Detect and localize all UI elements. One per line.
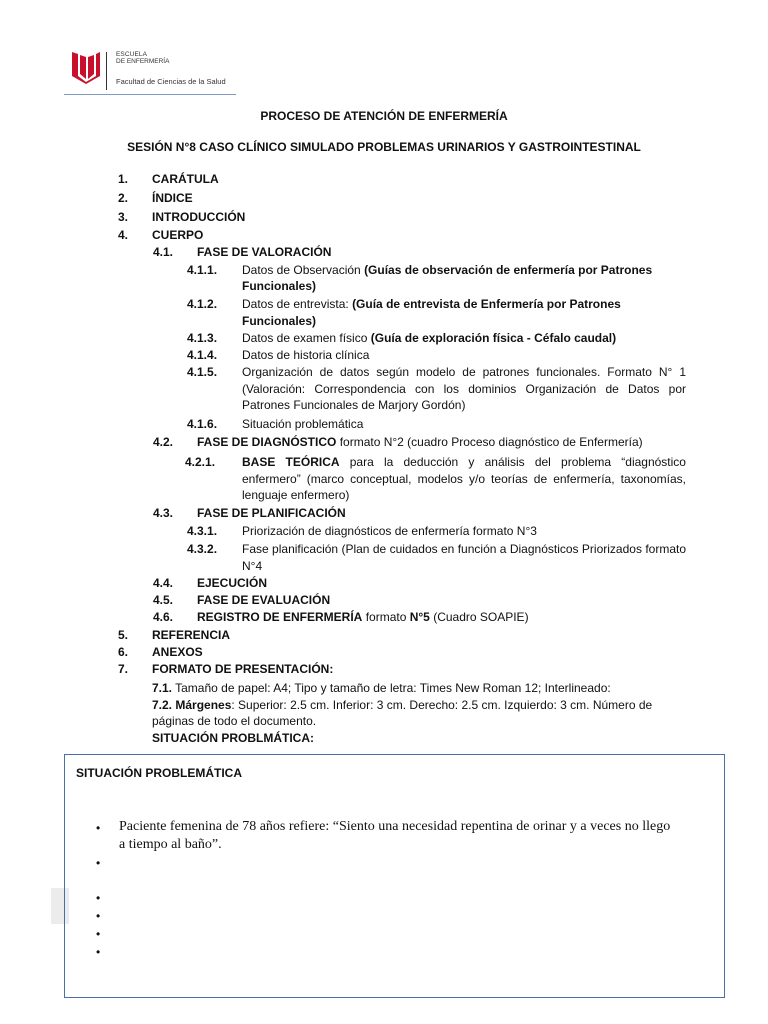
subsection-number: 4.1.2. [187, 297, 218, 311]
document-subtitle: SESIÓN N°8 CASO CLÍNICO SIMULADO PROBLEMAS URINARIOS Y GASTROINTESTINAL [127, 140, 641, 154]
item-referencia: REFERENCIA [152, 628, 231, 642]
bullet-marker: • [96, 927, 101, 941]
subsection-historia: Datos de historia clínica [242, 348, 370, 362]
bullet-marker: • [96, 856, 101, 870]
format-paper-size [152, 680, 611, 696]
section-valoracion: FASE DE VALORACIÓN [197, 245, 332, 259]
item-number: 3. [118, 210, 129, 224]
situation-box [64, 754, 725, 998]
bullet-text-line1: Paciente femenina de 78 años refiere: “Siento una necesidad repentina de orinar y a veces no llego [119, 819, 671, 834]
section-desc: formato [362, 610, 410, 624]
subsection-guide: (Guías de observación de enfermería por Patrones [364, 263, 653, 277]
section-diagnostico [197, 434, 643, 450]
subsection-guide-cont: Funcionales) [242, 279, 317, 293]
item-number: 2. [118, 191, 129, 205]
bullet-marker: • [96, 909, 101, 923]
item-anexos: ANEXOS [152, 645, 203, 659]
subsection-text: Datos de examen físico [242, 331, 371, 345]
bullet-text-line2: a tiempo al baño”. [119, 837, 222, 852]
section-number: 4.1. [153, 245, 174, 259]
subsection-number: 4.1.1. [187, 263, 218, 277]
logo-text-faculty: Facultad de Ciencias de la Salud [116, 77, 226, 86]
section-format-number: N°5 [409, 610, 430, 624]
bullet-marker: • [96, 821, 101, 835]
section-number: 4.2. [153, 435, 174, 449]
item-number: 5. [118, 628, 129, 642]
item-cuerpo: CUERPO [152, 228, 204, 242]
subsection-observacion [242, 262, 686, 279]
bullet-marker: • [96, 945, 101, 959]
item-number: 4. [118, 228, 129, 242]
item-number: 6. [118, 645, 129, 659]
format-margins [152, 697, 652, 713]
logo-divider [106, 52, 107, 90]
section-label: REGISTRO DE ENFERMERÍA [197, 610, 363, 624]
item-caratula: CARÁTULA [152, 172, 219, 186]
section-number: 4.4. [153, 576, 174, 590]
subsection-number: 4.2.1. [185, 455, 216, 469]
subsection-examen [242, 330, 616, 346]
subsection-number: 4.1.3. [187, 331, 218, 345]
section-ejecucion: EJECUCIÓN [197, 576, 268, 590]
section-label: FASE DE DIAGNÓSTICO [197, 435, 337, 449]
format-text: : Superior: 2.5 cm. Inferior: 3 cm. Derecho: 2.5 cm. Izquierdo: 3 cm. Número de [231, 698, 653, 712]
item-number: 1. [118, 172, 129, 186]
subsection-number: 4.1.4. [187, 348, 218, 362]
section-registro [197, 609, 529, 625]
subsection-label: BASE TEÓRICA [242, 455, 340, 469]
section-desc-end: (Cuadro SOAPIE) [429, 610, 529, 624]
section-planificacion: FASE DE PLANIFICACIÓN [197, 506, 346, 520]
subsection-desc: para la deducción y análisis del problema “diagnóstico enfermero” (marco conceptual, modelos y/o teorías de enfermería, taxonomías, lenguaje enfermero) [242, 455, 686, 502]
subsection-guide: (Guía de entrevista de Enfermería por Patrones [352, 297, 621, 311]
item-number: 7. [118, 662, 129, 676]
section-number: 4.3. [153, 506, 174, 520]
section-number: 4.5. [153, 593, 174, 607]
item-indice: ÍNDICE [152, 191, 193, 205]
subsection-base-teorica [242, 454, 686, 504]
situacion-heading: SITUACIÓN PROBLMÁTICA: [152, 731, 314, 745]
subsection-entrevista [242, 296, 686, 313]
subsection-organizacion: Organización de datos según modelo de patrones funcionales. Formato N° 1 (Valoración: Correspondencia con los dominios Organización de Datos por Patrones Funcionales de Marjory Gordón) [242, 365, 686, 412]
subsection-text: Datos de entrevista: [242, 297, 353, 311]
subsection-guide: (Guía de exploración física - Céfalo caudal) [370, 331, 617, 345]
subsection-number: 4.1.6. [187, 417, 218, 431]
section-number: 4.6. [153, 610, 174, 624]
format-label: 7.1. [152, 681, 173, 695]
university-logo-icon [72, 52, 100, 84]
item-formato: FORMATO DE PRESENTACIÓN: [152, 662, 334, 676]
subsection-number: 4.1.5. [187, 365, 218, 379]
subsection-plan: Fase planificación (Plan de cuidados en función a Diagnósticos Priorizados formato N°4 [242, 542, 686, 573]
format-margins-cont: páginas de todo el documento. [152, 714, 317, 728]
subsection-priorizacion: Priorización de diagnósticos de enfermería formato N°3 [242, 524, 537, 538]
logo-text-school: ESCUELA [116, 51, 148, 58]
item-introduccion: INTRODUCCIÓN [152, 210, 246, 224]
subsection-text: Datos de Observación [242, 263, 365, 277]
format-label: 7.2. Márgenes [152, 698, 232, 712]
header-underline [64, 94, 236, 95]
subsection-number: 4.3.2. [187, 542, 218, 556]
section-evaluacion: FASE DE EVALUACIÓN [197, 593, 331, 607]
situation-box-title: SITUACIÓN PROBLEMÁTICA [76, 766, 242, 780]
section-desc: formato N°2 (cuadro Proceso diagnóstico de Enfermería) [336, 435, 643, 449]
format-text: Tamaño de papel: A4; Tipo y tamaño de letra: Times New Roman 12; Interlineado: [172, 681, 611, 695]
subsection-guide-cont: Funcionales) [242, 314, 317, 328]
document-title: PROCESO DE ATENCIÓN DE ENFERMERÍA [260, 109, 508, 123]
logo-text-nursing: DE ENFERMERÍA [116, 58, 170, 65]
subsection-number: 4.3.1. [187, 524, 218, 538]
subsection-situacion: Situación problemática [242, 417, 364, 431]
bullet-marker: • [96, 891, 101, 905]
